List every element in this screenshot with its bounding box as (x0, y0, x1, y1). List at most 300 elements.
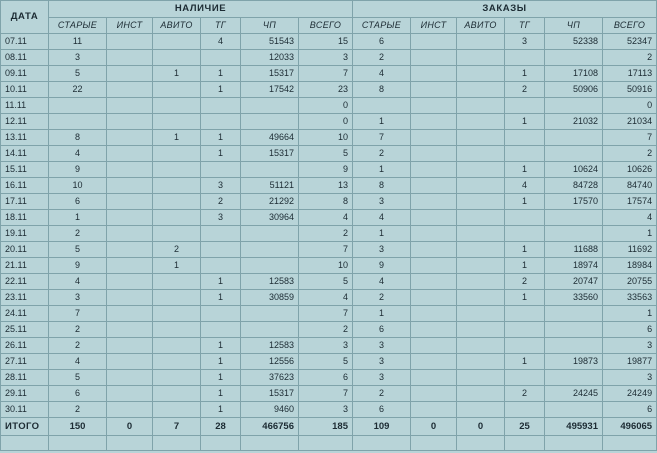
cell-nalichie-starye: 1 (49, 210, 107, 226)
table-row (1, 386, 657, 402)
header-zakazy-starye: СТАРЫЕ (353, 18, 411, 34)
cell-nalichie-vsego: 7 (299, 242, 353, 258)
cell-zakazy-inst (411, 258, 457, 274)
empty-cell (107, 436, 153, 451)
cell-nalichie-avito: 1 (153, 66, 201, 82)
cell-zakazy-avito (457, 50, 505, 66)
cell-nalichie-starye: 9 (49, 258, 107, 274)
cell-zakazy-chp (545, 226, 603, 242)
cell-nalichie-inst (107, 82, 153, 98)
cell-zakazy-vsego: 21034 (603, 114, 657, 130)
cell-nalichie-chp: 30859 (241, 290, 299, 306)
cell-zakazy-starye: 4 (353, 210, 411, 226)
cell-date: 07.11 (1, 34, 49, 50)
cell-zakazy-chp: 20747 (545, 274, 603, 290)
cell-nalichie-tg: 3 (201, 210, 241, 226)
cell-zakazy-inst (411, 146, 457, 162)
cell-nalichie-avito (153, 306, 201, 322)
cell-nalichie-starye: 11 (49, 34, 107, 50)
cell-zakazy-avito (457, 402, 505, 418)
cell-nalichie-starye: 3 (49, 50, 107, 66)
cell-nalichie-starye: 2 (49, 226, 107, 242)
cell-zakazy-tg: 1 (505, 354, 545, 370)
cell-nalichie-chp: 15317 (241, 66, 299, 82)
cell-zakazy-starye: 3 (353, 242, 411, 258)
cell-date: 16.11 (1, 178, 49, 194)
totals-zakazy-vsego: 496065 (603, 418, 657, 436)
cell-nalichie-tg: 4 (201, 34, 241, 50)
cell-zakazy-inst (411, 66, 457, 82)
table-row (1, 178, 657, 194)
cell-zakazy-chp: 50906 (545, 82, 603, 98)
cell-zakazy-avito (457, 242, 505, 258)
cell-nalichie-tg: 1 (201, 354, 241, 370)
cell-nalichie-starye: 3 (49, 290, 107, 306)
cell-date: 22.11 (1, 274, 49, 290)
cell-zakazy-chp (545, 370, 603, 386)
cell-nalichie-inst (107, 194, 153, 210)
cell-zakazy-tg (505, 210, 545, 226)
group-header-nalichie: НАЛИЧИЕ (49, 1, 353, 18)
cell-nalichie-avito (153, 210, 201, 226)
cell-zakazy-chp: 18974 (545, 258, 603, 274)
cell-zakazy-starye: 7 (353, 130, 411, 146)
cell-zakazy-vsego: 20755 (603, 274, 657, 290)
cell-zakazy-avito (457, 178, 505, 194)
cell-nalichie-starye: 4 (49, 274, 107, 290)
cell-zakazy-starye: 8 (353, 178, 411, 194)
group-header-zakazy: ЗАКАЗЫ (353, 1, 657, 18)
cell-zakazy-chp (545, 306, 603, 322)
cell-nalichie-inst (107, 98, 153, 114)
cell-zakazy-vsego: 50916 (603, 82, 657, 98)
cell-date: 13.11 (1, 130, 49, 146)
table-row (1, 226, 657, 242)
cell-zakazy-starye: 3 (353, 194, 411, 210)
cell-nalichie-inst (107, 114, 153, 130)
cell-zakazy-starye: 1 (353, 226, 411, 242)
cell-nalichie-vsego: 9 (299, 162, 353, 178)
cell-zakazy-starye: 8 (353, 82, 411, 98)
cell-zakazy-avito (457, 338, 505, 354)
cell-zakazy-avito (457, 274, 505, 290)
cell-nalichie-starye: 5 (49, 66, 107, 82)
header-zakazy-chp: ЧП (545, 18, 603, 34)
cell-nalichie-chp: 49664 (241, 130, 299, 146)
header-nalichie-chp: ЧП (241, 18, 299, 34)
cell-zakazy-starye: 2 (353, 50, 411, 66)
cell-nalichie-tg (201, 306, 241, 322)
cell-date: 14.11 (1, 146, 49, 162)
cell-date: 20.11 (1, 242, 49, 258)
cell-zakazy-vsego: 1 (603, 306, 657, 322)
cell-nalichie-avito (153, 370, 201, 386)
cell-zakazy-starye: 3 (353, 370, 411, 386)
cell-nalichie-avito (153, 98, 201, 114)
cell-zakazy-inst (411, 98, 457, 114)
cell-nalichie-starye: 5 (49, 370, 107, 386)
cell-nalichie-chp (241, 98, 299, 114)
cell-zakazy-tg: 3 (505, 34, 545, 50)
cell-nalichie-tg (201, 258, 241, 274)
cell-zakazy-tg: 2 (505, 274, 545, 290)
cell-nalichie-starye: 2 (49, 338, 107, 354)
cell-nalichie-inst (107, 242, 153, 258)
cell-nalichie-vsego: 5 (299, 146, 353, 162)
cell-zakazy-vsego: 18984 (603, 258, 657, 274)
cell-nalichie-inst (107, 146, 153, 162)
cell-date: 11.11 (1, 98, 49, 114)
cell-zakazy-tg: 1 (505, 194, 545, 210)
cell-nalichie-tg (201, 322, 241, 338)
cell-nalichie-tg (201, 162, 241, 178)
cell-date: 12.11 (1, 114, 49, 130)
cell-zakazy-vsego: 1 (603, 226, 657, 242)
empty-cell (153, 436, 201, 451)
cell-nalichie-tg: 1 (201, 338, 241, 354)
cell-nalichie-tg (201, 98, 241, 114)
cell-date: 28.11 (1, 370, 49, 386)
cell-nalichie-starye: 7 (49, 306, 107, 322)
cell-nalichie-tg: 3 (201, 178, 241, 194)
empty-cell (241, 436, 299, 451)
cell-nalichie-starye: 5 (49, 242, 107, 258)
cell-zakazy-starye (353, 98, 411, 114)
cell-zakazy-tg (505, 306, 545, 322)
cell-zakazy-chp: 17108 (545, 66, 603, 82)
table-row (1, 354, 657, 370)
cell-zakazy-starye: 4 (353, 66, 411, 82)
cell-nalichie-inst (107, 402, 153, 418)
cell-zakazy-vsego: 6 (603, 322, 657, 338)
cell-nalichie-chp (241, 258, 299, 274)
cell-zakazy-inst (411, 130, 457, 146)
cell-zakazy-vsego: 10626 (603, 162, 657, 178)
cell-nalichie-chp (241, 162, 299, 178)
cell-zakazy-chp: 24245 (545, 386, 603, 402)
table-row (1, 242, 657, 258)
cell-nalichie-chp (241, 306, 299, 322)
cell-zakazy-vsego: 2 (603, 146, 657, 162)
cell-date: 09.11 (1, 66, 49, 82)
cell-zakazy-tg: 2 (505, 386, 545, 402)
column-header-row (1, 18, 657, 34)
cell-date: 29.11 (1, 386, 49, 402)
totals-row (1, 418, 657, 436)
table-row (1, 290, 657, 306)
header-zakazy-inst: ИНСТ (411, 18, 457, 34)
cell-date: 26.11 (1, 338, 49, 354)
cell-nalichie-inst (107, 258, 153, 274)
table-header (1, 1, 657, 34)
totals-nalichie-vsego: 185 (299, 418, 353, 436)
cell-zakazy-avito (457, 82, 505, 98)
table-row (1, 210, 657, 226)
cell-zakazy-tg: 1 (505, 242, 545, 258)
cell-nalichie-inst (107, 338, 153, 354)
cell-nalichie-starye (49, 98, 107, 114)
cell-nalichie-starye: 2 (49, 322, 107, 338)
empty-row (1, 436, 657, 451)
table-row (1, 98, 657, 114)
cell-zakazy-starye: 3 (353, 354, 411, 370)
totals-nalichie-avito: 7 (153, 418, 201, 436)
cell-zakazy-vsego: 33563 (603, 290, 657, 306)
cell-nalichie-vsego: 3 (299, 402, 353, 418)
cell-nalichie-avito (153, 322, 201, 338)
cell-nalichie-avito: 1 (153, 130, 201, 146)
cell-nalichie-chp (241, 242, 299, 258)
table-row (1, 34, 657, 50)
empty-cell (545, 436, 603, 451)
totals-zakazy-avito: 0 (457, 418, 505, 436)
cell-nalichie-vsego: 2 (299, 226, 353, 242)
table-row (1, 130, 657, 146)
cell-zakazy-avito (457, 162, 505, 178)
table-row (1, 338, 657, 354)
table-footer (1, 418, 657, 451)
cell-zakazy-avito (457, 194, 505, 210)
cell-zakazy-tg: 1 (505, 258, 545, 274)
cell-nalichie-vsego: 2 (299, 322, 353, 338)
cell-zakazy-chp: 52338 (545, 34, 603, 50)
cell-zakazy-tg: 1 (505, 66, 545, 82)
cell-zakazy-vsego: 24249 (603, 386, 657, 402)
cell-zakazy-inst (411, 194, 457, 210)
empty-cell (201, 436, 241, 451)
cell-nalichie-chp: 12583 (241, 274, 299, 290)
cell-zakazy-starye: 6 (353, 322, 411, 338)
cell-zakazy-tg (505, 50, 545, 66)
cell-zakazy-vsego: 17574 (603, 194, 657, 210)
cell-zakazy-starye: 4 (353, 274, 411, 290)
header-nalichie-tg: ТГ (201, 18, 241, 34)
cell-nalichie-vsego: 6 (299, 370, 353, 386)
cell-nalichie-vsego: 10 (299, 130, 353, 146)
header-zakazy-vsego: ВСЕГО (603, 18, 657, 34)
empty-cell (457, 436, 505, 451)
cell-zakazy-chp (545, 338, 603, 354)
header-nalichie-avito: АВИТО (153, 18, 201, 34)
cell-zakazy-tg (505, 146, 545, 162)
cell-nalichie-starye (49, 114, 107, 130)
cell-zakazy-tg: 1 (505, 290, 545, 306)
cell-nalichie-inst (107, 66, 153, 82)
cell-nalichie-vsego: 5 (299, 274, 353, 290)
cell-nalichie-avito (153, 338, 201, 354)
cell-nalichie-avito (153, 178, 201, 194)
cell-nalichie-tg: 1 (201, 146, 241, 162)
cell-nalichie-inst (107, 130, 153, 146)
cell-nalichie-vsego: 3 (299, 50, 353, 66)
totals-label: ИТОГО (1, 418, 49, 436)
cell-nalichie-avito (153, 34, 201, 50)
cell-nalichie-inst (107, 290, 153, 306)
cell-zakazy-avito (457, 98, 505, 114)
cell-nalichie-tg (201, 242, 241, 258)
cell-nalichie-inst (107, 34, 153, 50)
cell-zakazy-inst (411, 290, 457, 306)
cell-zakazy-inst (411, 338, 457, 354)
cell-nalichie-inst (107, 386, 153, 402)
cell-nalichie-chp: 9460 (241, 402, 299, 418)
cell-zakazy-inst (411, 386, 457, 402)
cell-date: 08.11 (1, 50, 49, 66)
cell-nalichie-chp: 21292 (241, 194, 299, 210)
table-row (1, 258, 657, 274)
cell-zakazy-starye: 2 (353, 386, 411, 402)
cell-zakazy-inst (411, 402, 457, 418)
cell-zakazy-chp: 11688 (545, 242, 603, 258)
cell-zakazy-inst (411, 114, 457, 130)
cell-zakazy-avito (457, 290, 505, 306)
cell-zakazy-avito (457, 146, 505, 162)
cell-zakazy-avito (457, 306, 505, 322)
cell-nalichie-vsego: 5 (299, 354, 353, 370)
cell-nalichie-avito (153, 50, 201, 66)
cell-nalichie-chp (241, 322, 299, 338)
totals-nalichie-chp: 466756 (241, 418, 299, 436)
cell-zakazy-vsego: 19877 (603, 354, 657, 370)
cell-zakazy-starye: 6 (353, 402, 411, 418)
cell-zakazy-tg: 1 (505, 162, 545, 178)
cell-nalichie-avito (153, 354, 201, 370)
cell-zakazy-tg (505, 226, 545, 242)
table-row (1, 114, 657, 130)
cell-zakazy-avito (457, 34, 505, 50)
cell-zakazy-inst (411, 322, 457, 338)
cell-date: 19.11 (1, 226, 49, 242)
cell-nalichie-chp: 17542 (241, 82, 299, 98)
header-nalichie-vsego: ВСЕГО (299, 18, 353, 34)
cell-nalichie-starye: 6 (49, 194, 107, 210)
table-row (1, 66, 657, 82)
cell-zakazy-inst (411, 226, 457, 242)
empty-cell (603, 436, 657, 451)
cell-nalichie-tg: 1 (201, 274, 241, 290)
cell-nalichie-tg (201, 50, 241, 66)
cell-nalichie-tg: 1 (201, 66, 241, 82)
empty-cell (1, 436, 49, 451)
table-row (1, 146, 657, 162)
cell-nalichie-avito (153, 114, 201, 130)
totals-zakazy-inst: 0 (411, 418, 457, 436)
header-nalichie-inst: ИНСТ (107, 18, 153, 34)
cell-nalichie-chp: 51121 (241, 178, 299, 194)
cell-zakazy-tg (505, 322, 545, 338)
empty-cell (299, 436, 353, 451)
cell-nalichie-tg (201, 226, 241, 242)
cell-nalichie-chp (241, 114, 299, 130)
table-row (1, 306, 657, 322)
cell-zakazy-chp (545, 50, 603, 66)
cell-nalichie-vsego: 23 (299, 82, 353, 98)
cell-nalichie-vsego: 7 (299, 66, 353, 82)
cell-nalichie-tg: 1 (201, 82, 241, 98)
cell-date: 18.11 (1, 210, 49, 226)
totals-zakazy-tg: 25 (505, 418, 545, 436)
cell-zakazy-starye: 1 (353, 114, 411, 130)
cell-zakazy-tg: 4 (505, 178, 545, 194)
cell-zakazy-chp (545, 130, 603, 146)
cell-date: 30.11 (1, 402, 49, 418)
header-nalichie-starye: СТАРЫЕ (49, 18, 107, 34)
table-row (1, 194, 657, 210)
cell-nalichie-inst (107, 210, 153, 226)
cell-nalichie-tg: 1 (201, 402, 241, 418)
cell-nalichie-inst (107, 306, 153, 322)
cell-zakazy-inst (411, 50, 457, 66)
cell-zakazy-tg (505, 402, 545, 418)
cell-nalichie-inst (107, 354, 153, 370)
empty-cell (505, 436, 545, 451)
cell-zakazy-inst (411, 274, 457, 290)
cell-zakazy-starye: 1 (353, 306, 411, 322)
table-row (1, 162, 657, 178)
cell-zakazy-inst (411, 162, 457, 178)
cell-zakazy-inst (411, 82, 457, 98)
cell-nalichie-starye: 22 (49, 82, 107, 98)
cell-nalichie-starye: 2 (49, 402, 107, 418)
cell-zakazy-avito (457, 386, 505, 402)
cell-zakazy-avito (457, 226, 505, 242)
cell-zakazy-tg (505, 130, 545, 146)
cell-nalichie-vsego: 13 (299, 178, 353, 194)
cell-nalichie-avito: 2 (153, 242, 201, 258)
cell-zakazy-avito (457, 114, 505, 130)
table-row (1, 402, 657, 418)
cell-nalichie-vsego: 4 (299, 290, 353, 306)
table-row (1, 82, 657, 98)
cell-nalichie-vsego: 0 (299, 98, 353, 114)
cell-zakazy-avito (457, 130, 505, 146)
cell-date: 17.11 (1, 194, 49, 210)
cell-zakazy-vsego: 0 (603, 98, 657, 114)
cell-zakazy-chp: 17570 (545, 194, 603, 210)
cell-zakazy-inst (411, 370, 457, 386)
cell-zakazy-chp: 33560 (545, 290, 603, 306)
cell-nalichie-avito (153, 194, 201, 210)
cell-zakazy-tg: 2 (505, 82, 545, 98)
cell-nalichie-avito (153, 162, 201, 178)
header-zakazy-tg: ТГ (505, 18, 545, 34)
cell-zakazy-vsego: 6 (603, 402, 657, 418)
cell-zakazy-vsego: 2 (603, 50, 657, 66)
cell-date: 15.11 (1, 162, 49, 178)
cell-zakazy-tg (505, 370, 545, 386)
cell-zakazy-starye: 6 (353, 34, 411, 50)
cell-nalichie-starye: 6 (49, 386, 107, 402)
cell-nalichie-chp: 37623 (241, 370, 299, 386)
cell-nalichie-chp: 51543 (241, 34, 299, 50)
cell-zakazy-chp: 10624 (545, 162, 603, 178)
cell-nalichie-inst (107, 178, 153, 194)
cell-nalichie-avito (153, 82, 201, 98)
table-row (1, 322, 657, 338)
cell-zakazy-avito (457, 210, 505, 226)
cell-nalichie-vsego: 15 (299, 34, 353, 50)
cell-nalichie-vsego: 7 (299, 306, 353, 322)
cell-nalichie-starye: 4 (49, 354, 107, 370)
cell-zakazy-vsego: 7 (603, 130, 657, 146)
cell-zakazy-vsego: 4 (603, 210, 657, 226)
cell-nalichie-vsego: 0 (299, 114, 353, 130)
cell-nalichie-vsego: 3 (299, 338, 353, 354)
cell-nalichie-starye: 8 (49, 130, 107, 146)
totals-zakazy-starye: 109 (353, 418, 411, 436)
cell-nalichie-inst (107, 274, 153, 290)
totals-nalichie-starye: 150 (49, 418, 107, 436)
